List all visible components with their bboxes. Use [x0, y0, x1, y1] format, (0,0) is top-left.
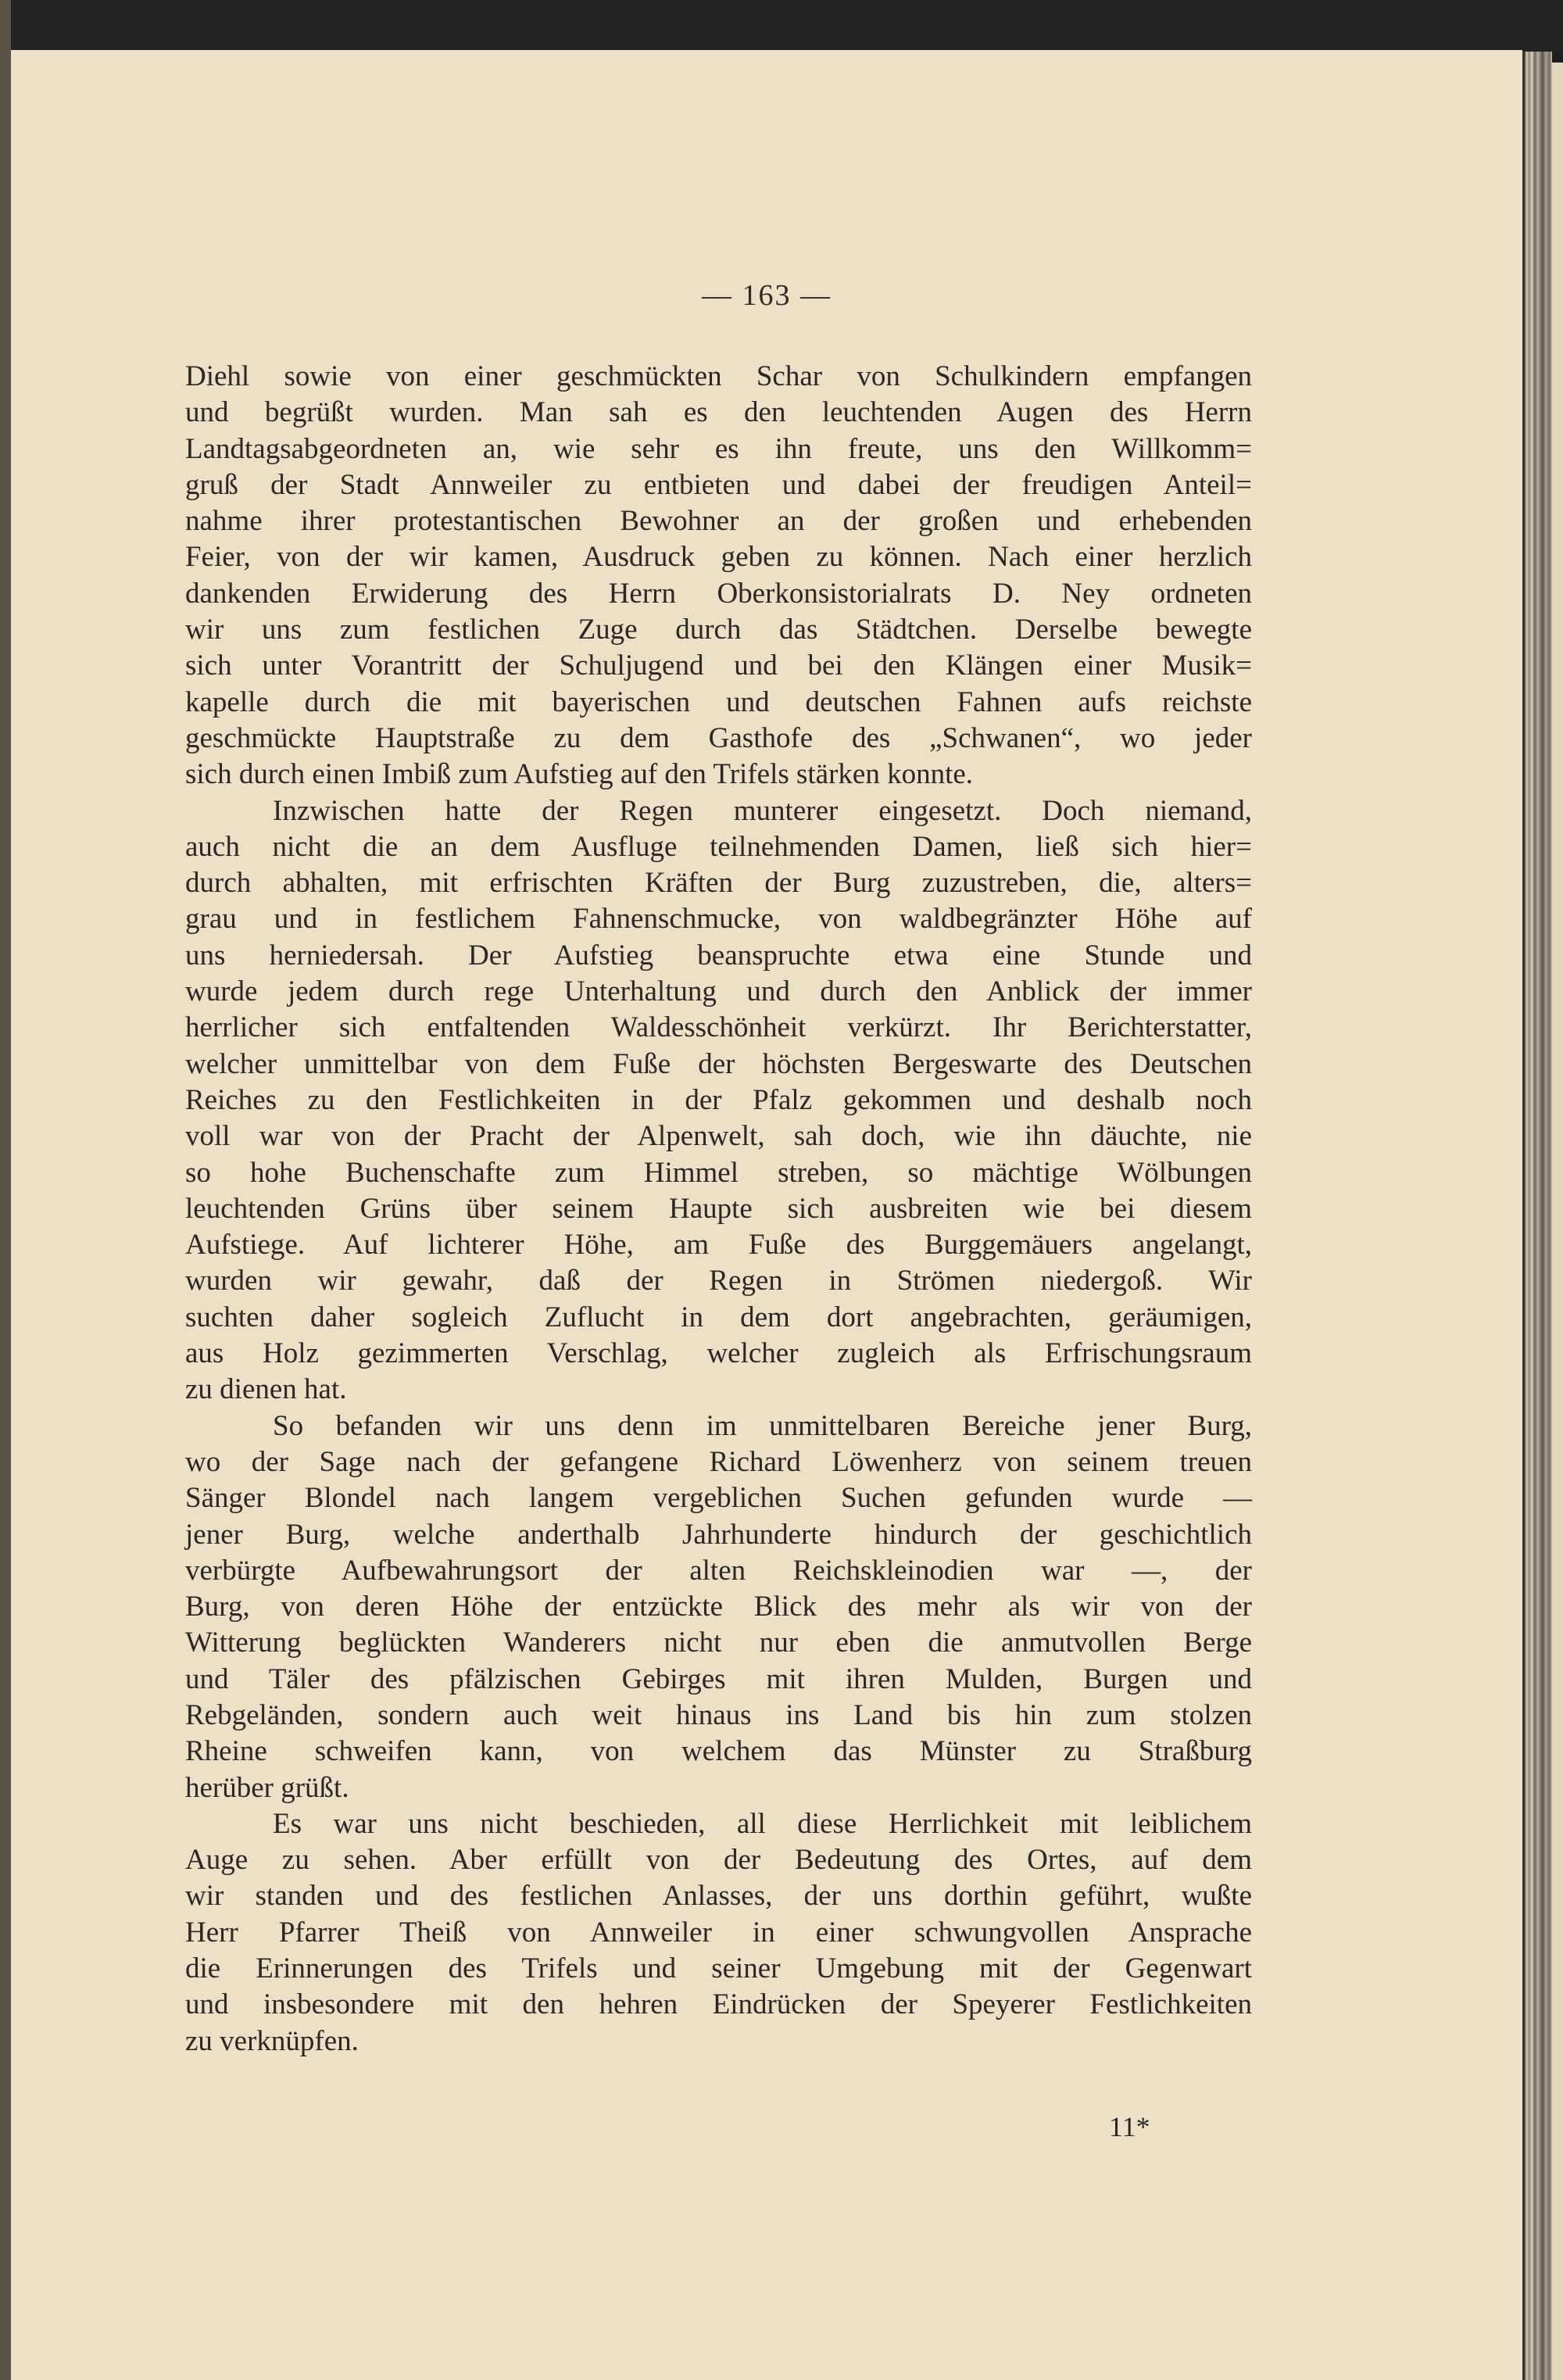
text-line: und begrüßt wurden. Man sah es den leuchtenden Augen des Herrn — [185, 396, 1252, 429]
paragraph — [185, 1408, 1252, 1806]
text-line: herrlicher sich entfaltenden Waldesschönheit verkürzt. Ihr Berichterstatter, — [185, 1011, 1252, 1044]
text-line: uns herniedersah. Der Aufstieg beanspruchte etwa eine Stunde und — [185, 939, 1252, 972]
text-line: wurden wir gewahr, daß der Regen in Strömen niedergoß. Wir — [185, 1265, 1252, 1297]
text-line: Inzwischen hatte der Regen munterer eingesetzt. Doch niemand, — [273, 794, 1252, 827]
text-line: Herr Pfarrer Theiß von Annweiler in einer schwungvollen Ansprache — [185, 1916, 1252, 1949]
page-number-header: — 163 — — [702, 279, 832, 312]
text-line: voll war von der Pracht der Alpenwelt, sah doch, wie ihn däuchte, nie — [185, 1120, 1252, 1153]
paragraph — [185, 793, 1252, 1408]
text-line: verbürgte Aufbewahrungsort der alten Reichskleinodien war —, der — [185, 1554, 1252, 1587]
scan-top-border — [0, 0, 1563, 52]
text-line: Diehl sowie von einer geschmückten Schar von Schulkindern empfangen — [185, 360, 1252, 392]
text-line: welcher unmittelbar von dem Fuße der höchsten Bergeswarte des Deutschen — [185, 1047, 1252, 1080]
text-line: die Erinnerungen des Trifels und seiner Umgebung mit der Gegenwart — [185, 1952, 1252, 1985]
body-text — [185, 359, 1252, 2060]
text-line: sich durch einen Imbiß zum Aufstieg auf den Trifels stärken konnte. — [185, 758, 974, 791]
text-line: wurde jedem durch rege Unterhaltung und durch den Anblick der immer — [185, 975, 1252, 1008]
text-line: Witterung beglückten Wanderers nicht nur eben die anmutvollen Berge — [185, 1627, 1252, 1659]
text-line: Sänger Blondel nach langem vergeblichen Suchen gefunden wurde — — [185, 1482, 1252, 1515]
text-line: auch nicht die an dem Ausfluge teilnehmenden Damen, ließ sich hier= — [185, 830, 1252, 863]
text-line: Rheine schweifen kann, von welchem das Münster zu Straßburg — [185, 1735, 1252, 1768]
text-line: leuchtenden Grüns über seinem Haupte sich ausbreiten wie bei diesem — [185, 1192, 1252, 1225]
text-line: herüber grüßt. — [185, 1771, 349, 1804]
text-line: nahme ihrer protestantischen Bewohner an der großen und erhebenden — [185, 505, 1252, 538]
text-line: Es war uns nicht beschieden, all diese Herrlichkeit mit leiblichem — [273, 1807, 1252, 1840]
text-line: Reiches zu den Festlichkeiten in der Pfalz gekommen und deshalb noch — [185, 1083, 1252, 1116]
paragraph — [185, 1806, 1252, 2060]
text-line: kapelle durch die mit bayerischen und deutschen Fahnen aufs reichste — [185, 685, 1252, 718]
text-line: Landtagsabgeordneten an, wie sehr es ihn freute, uns den Willkomm= — [185, 432, 1252, 465]
signature-mark: 11* — [1109, 2111, 1150, 2142]
text-line: und insbesondere mit den hehren Eindrücken der Speyerer Festlichkeiten — [185, 1988, 1252, 2021]
text-line: dankenden Erwiderung des Herrn Oberkonsistorialrats D. Ney ordneten — [185, 577, 1252, 610]
text-line: jener Burg, welche anderthalb Jahrhunderte hindurch der geschichtlich — [185, 1518, 1252, 1551]
text-line: aus Holz gezimmerten Verschlag, welcher zugleich als Erfrischungsraum — [185, 1337, 1252, 1370]
text-line: grau und in festlichem Fahnenschmucke, von waldbegränzter Höhe auf — [185, 903, 1252, 936]
text-line: suchten daher sogleich Zuflucht in dem dort angebrachten, geräumigen, — [185, 1301, 1252, 1333]
text-line: geschmückte Hauptstraße zu dem Gasthofe des „Schwanen“, wo jeder — [185, 721, 1252, 754]
scan-left-border — [0, 0, 11, 2380]
text-line: Rebgeländen, sondern auch weit hinaus ins Land bis hin zum stolzen — [185, 1698, 1252, 1731]
text-line: durch abhalten, mit erfrischten Kräften der Burg zuzustreben, die, alters= — [185, 867, 1252, 900]
book-page — [11, 50, 1522, 2380]
text-line: zu verknüpfen. — [185, 2024, 359, 2057]
text-line: sich unter Vorantritt der Schuljugend und bei den Klängen einer Musik= — [185, 650, 1252, 682]
text-line: so hohe Buchenschafte zum Himmel streben, so mächtige Wölbungen — [185, 1156, 1252, 1189]
text-line: Aufstiege. Auf lichterer Höhe, am Fuße des Burggemäuers angelangt, — [185, 1229, 1252, 1262]
text-line: und Täler des pfälzischen Gebirges mit ihren Mulden, Burgen und — [185, 1662, 1252, 1695]
text-line: wir uns zum festlichen Zuge durch das Städtchen. Derselbe bewegte — [185, 614, 1252, 646]
text-line: Auge zu sehen. Aber erfüllt von der Bedeutung des Ortes, auf dem — [185, 1844, 1252, 1877]
text-line: zu dienen hat. — [185, 1373, 347, 1406]
adjacent-page-edge — [1552, 63, 1563, 2380]
text-line: Feier, von der wir kamen, Ausdruck geben zu können. Nach einer herzlich — [185, 541, 1252, 574]
text-line: Burg, von deren Höhe der entzückte Blick des mehr als wir von der — [185, 1591, 1252, 1623]
paragraph — [185, 359, 1252, 793]
text-line: wir standen und des festlichen Anlasses, der uns dorthin geführt, wußte — [185, 1880, 1252, 1913]
text-line: wo der Sage nach der gefangene Richard Löwenherz von seinem treuen — [185, 1445, 1252, 1478]
text-line: So befanden wir uns denn im unmittelbaren Bereiche jener Burg, — [273, 1409, 1252, 1442]
text-line: gruß der Stadt Annweiler zu entbieten und dabei der freudigen Anteil= — [185, 468, 1252, 501]
page-block-edges — [1522, 52, 1552, 2380]
